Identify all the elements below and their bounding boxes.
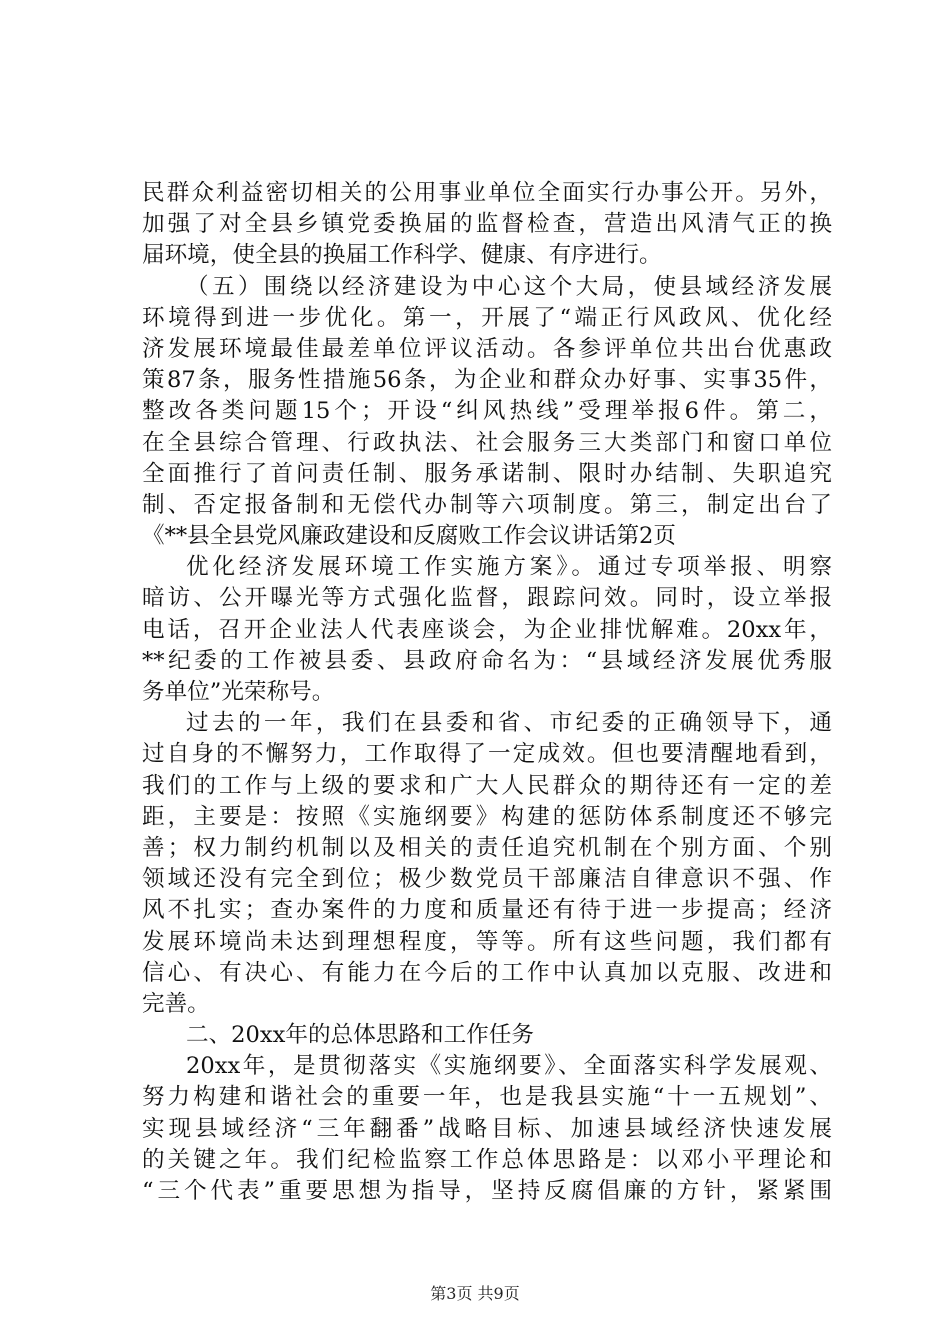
body-line: 制、否定报备制和无偿代办制等六项制度。第三，制定出台了 <box>142 491 832 518</box>
body-line: 整改各类问题15个；开设“纠风热线”受理举报6件。第二， <box>142 398 832 425</box>
body-line: “三个代表”重要思想为指导，坚持反腐倡廉的方针，紧紧围 <box>142 1178 832 1204</box>
body-line: 发展环境尚未达到理想程度，等等。所有这些问题，我们都有 <box>142 928 832 955</box>
body-line: 过去的一年，我们在县委和省、市纪委的正确领导下，通 <box>186 710 832 737</box>
body-line: 济发展环境最佳最差单位评议活动。各参评单位共出台优惠政 <box>142 335 832 362</box>
body-line: 加强了对全县乡镇党委换届的监督检查，营造出风清气正的换 <box>142 211 832 238</box>
body-line: 民群众利益密切相关的公用事业单位全面实行办事公开。另外， <box>142 180 832 206</box>
body-line: 电话，召开企业法人代表座谈会，为企业排忧解难。20xx年， <box>142 616 832 643</box>
section-heading: 二、20xx年的总体思路和工作任务 <box>186 1022 534 1049</box>
body-line: 努力构建和谐社会的重要一年，也是我县实施“十一五规划”、 <box>142 1084 832 1111</box>
body-line: **纪委的工作被县委、县政府命名为：“县域经济发展优秀服 <box>142 647 832 674</box>
body-line: 在全县综合管理、行政执法、社会服务三大类部门和窗口单位 <box>142 429 832 456</box>
body-line: 我们的工作与上级的要求和广大人民群众的期待还有一定的差 <box>142 772 832 799</box>
section-heading-line: （五）围绕以经济建设为中心这个大局，使县域经济发展 <box>186 273 832 300</box>
body-line: 全面推行了首问责任制、服务承诺制、限时办结制、失职追究 <box>142 460 832 487</box>
body-line: 过自身的不懈努力，工作取得了一定成效。但也要清醒地看到， <box>142 741 832 768</box>
body-line: 风不扎实；查办案件的力度和质量还有待于进一步提高；经济 <box>142 897 832 924</box>
document-body <box>142 178 832 1207</box>
body-line: 策87条，服务性措施56条，为企业和群众办好事、实事35件， <box>142 367 832 394</box>
body-line: 务单位”光荣称号。 <box>142 679 335 705</box>
body-line: 《**县全县党风廉政建设和反腐败工作会议讲话第2页 <box>142 523 677 550</box>
body-line: 距，主要是：按照《实施纲要》构建的惩防体系制度还不够完 <box>142 803 832 830</box>
body-line: 完善。 <box>142 990 210 1017</box>
page-footer: 第3页 共9页 <box>430 1284 520 1303</box>
body-line: 20xx年，是贯彻落实《实施纲要》、全面落实科学发展观、 <box>186 1053 832 1080</box>
body-line: 信心、有决心、有能力在今后的工作中认真加以克服、改进和 <box>142 959 832 986</box>
body-line: 的关键之年。我们纪检监察工作总体思路是：以邓小平理论和 <box>142 1146 832 1173</box>
body-line: 实现县域经济“三年翻番”战略目标、加速县域经济快速发展 <box>142 1115 832 1142</box>
body-line: 暗访、公开曝光等方式强化监督，跟踪问效。同时，设立举报 <box>142 585 832 612</box>
body-line: 优化经济发展环境工作实施方案》。通过专项举报、明察 <box>186 554 832 581</box>
body-line: 环境得到进一步优化。第一，开展了“端正行风政风、优化经 <box>142 304 832 331</box>
body-line: 善；权力制约机制以及相关的责任追究机制在个别方面、个别 <box>142 834 832 861</box>
body-line: 届环境，使全县的换届工作科学、健康、有序进行。 <box>142 242 662 269</box>
body-line: 领域还没有完全到位；极少数党员干部廉洁自律意识不强、作 <box>142 866 832 893</box>
